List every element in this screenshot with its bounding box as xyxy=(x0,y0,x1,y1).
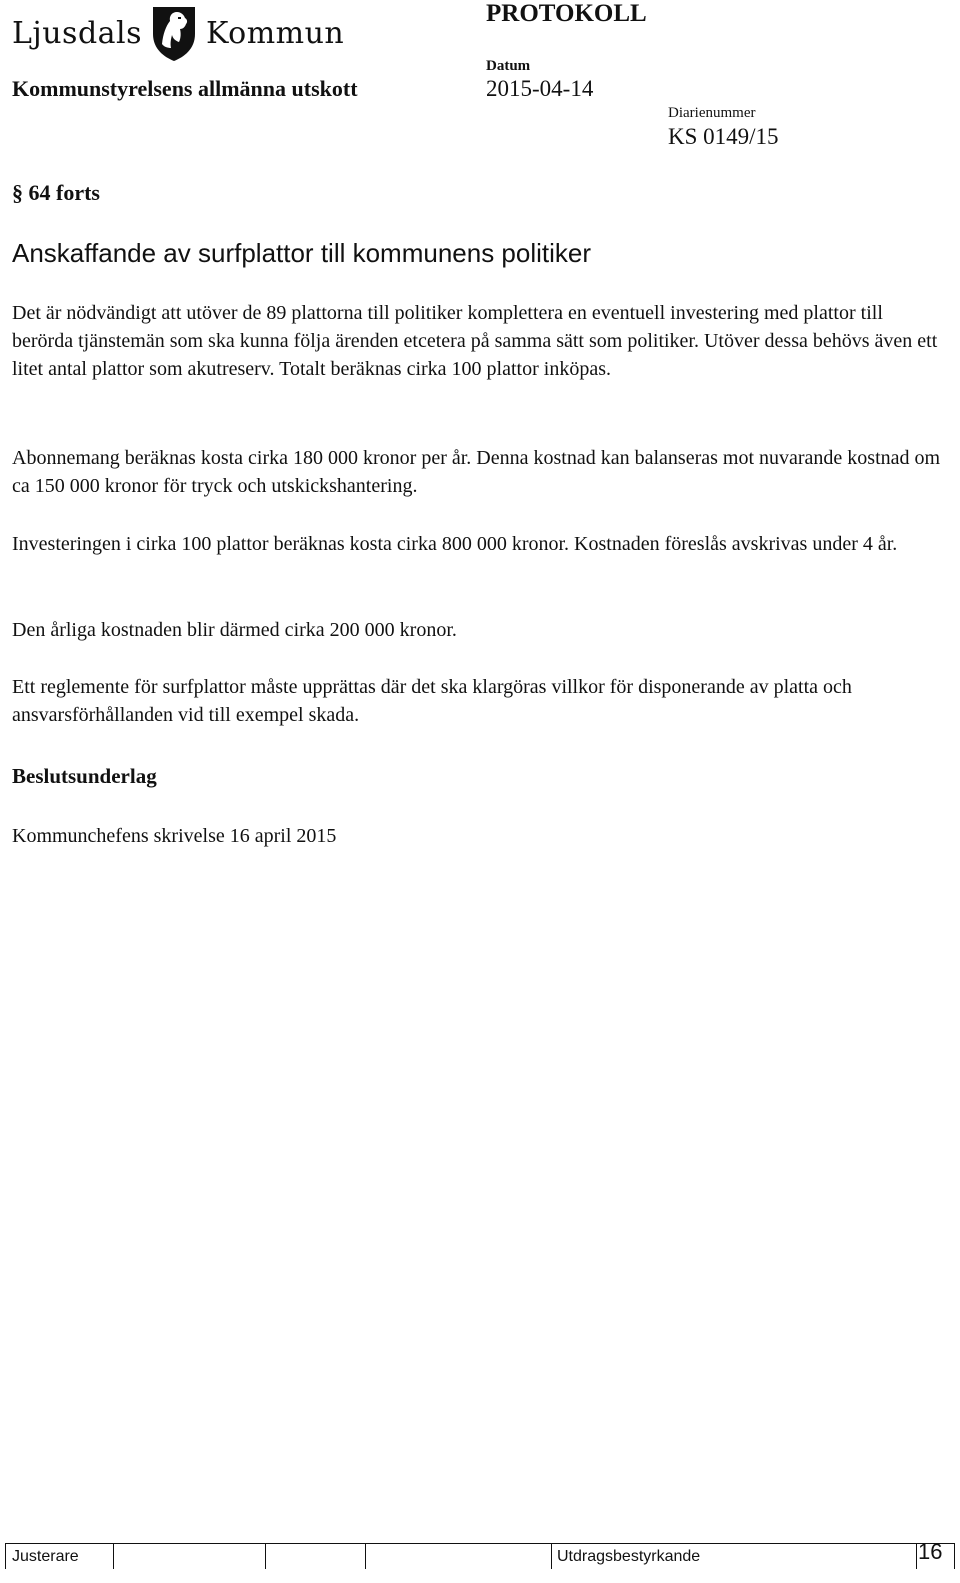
decision-basis-heading: Beslutsunderlag xyxy=(12,764,157,788)
body-paragraph: Investeringen i cirka 100 plattor beräknas kosta cirka 800 000 kronor. Kostnaden föreslås avskrivas under 4 år. xyxy=(12,533,898,555)
signature-box xyxy=(266,1544,366,1569)
paragraph-heading: § 64 forts xyxy=(12,180,100,205)
committee-name: Kommunstyrelsens allmänna utskott xyxy=(12,76,358,101)
date-value: 2015-04-14 xyxy=(486,76,594,101)
body-paragraph: Den årliga kostnaden blir därmed cirka 200 000 kronor. xyxy=(12,619,457,641)
signature-box xyxy=(114,1544,266,1569)
footer-signature-row xyxy=(5,1543,955,1569)
logo-text-right: Kommun xyxy=(206,15,345,51)
extract-cell xyxy=(551,1544,917,1569)
coat-of-arms-icon xyxy=(150,4,198,62)
decision-basis-text: Kommunchefens skrivelse 16 april 2015 xyxy=(12,825,337,847)
matter-title: Anskaffande av surfplattor till kommunens politiker xyxy=(12,238,592,268)
adjuster-cell xyxy=(6,1544,114,1569)
signature-box xyxy=(366,1544,551,1569)
registration-number-label: Diarienummer xyxy=(668,105,756,121)
municipality-logo xyxy=(12,2,344,64)
extract-label: Utdragsbestyrkande xyxy=(557,1548,701,1565)
registration-number-value: KS 0149/15 xyxy=(668,124,779,149)
page-number: 16 xyxy=(918,1539,943,1564)
document-type: PROTOKOLL xyxy=(486,0,647,27)
logo-text-left: Ljusdals xyxy=(12,15,143,51)
body-paragraph: Ett reglemente för surfplattor måste upprättas där det ska klargöras villkor för disponerande av platta och ansvarsförhållanden vid till exempel skada. xyxy=(12,676,852,726)
date-label: Datum xyxy=(486,58,531,74)
body-paragraph: Abonnemang beräknas kosta cirka 180 000 kronor per år. Denna kostnad kan balanseras mot nuvarande kostnad om ca 150 000 kronor för tryck och utskickshantering. xyxy=(12,447,941,497)
adjuster-label: Justerare xyxy=(12,1548,79,1565)
body-paragraph: Det är nödvändigt att utöver de 89 plattorna till politiker komplettera en eventuell investering med plattor till berörda tjänstemän som ska kunna följa ärenden etcetera på samma sätt som politiker. Utöver dessa behövs även ett litet antal plattor som akutreserv. Totalt beräknas cirka 100 plattor inköpas. xyxy=(12,302,938,380)
